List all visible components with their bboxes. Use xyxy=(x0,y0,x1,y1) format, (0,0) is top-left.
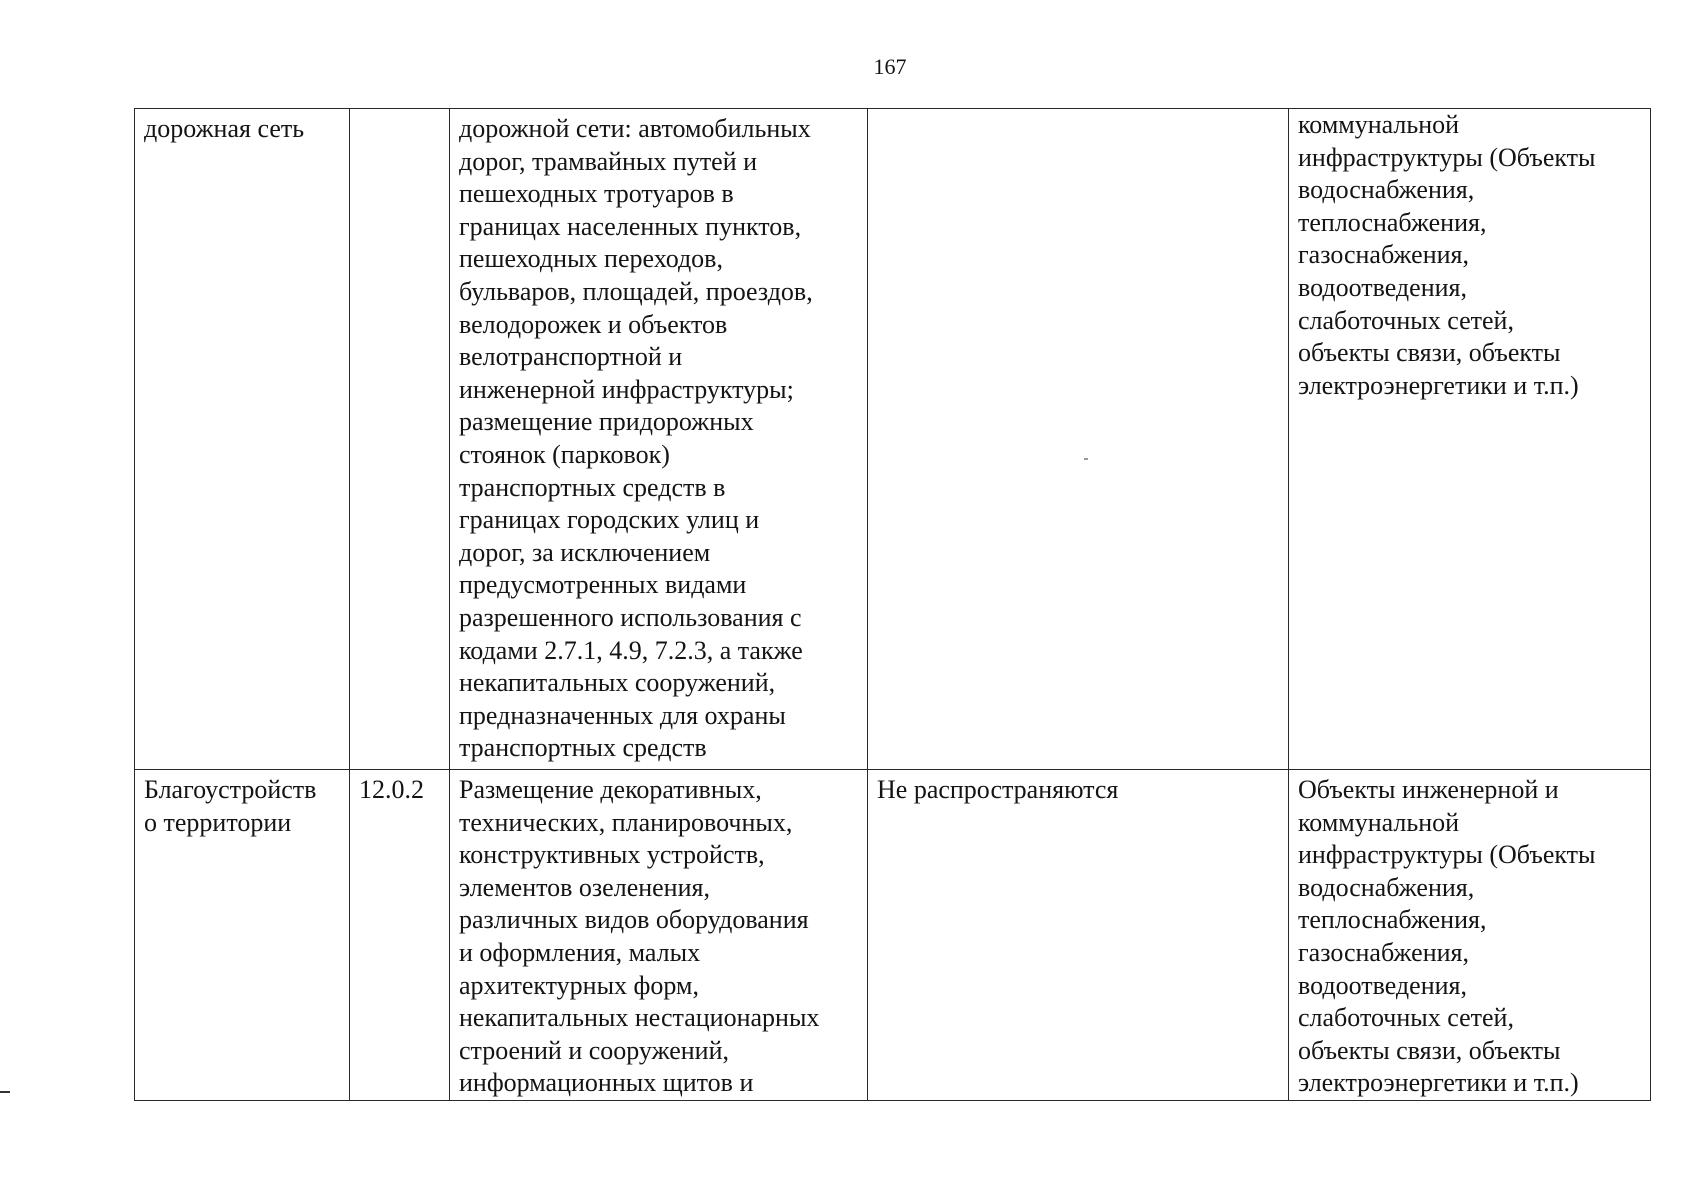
objects-line: теплоснабжения, xyxy=(1298,207,1487,237)
objects-line: водоотведения, xyxy=(1298,970,1467,1000)
description-line: конструктивных устройств, xyxy=(459,840,765,870)
description-line: строений и сооружений, xyxy=(459,1035,729,1065)
table-row xyxy=(135,109,1651,770)
objects-line: объекты связи, объекты xyxy=(1298,338,1561,368)
regulations-text: Не распространяются xyxy=(877,775,1119,804)
land-use-code: 12.0.2 xyxy=(359,775,424,804)
description-line: дорожной сети: автомобильных xyxy=(459,114,811,143)
objects-line: слаботочных сетей, xyxy=(1298,1003,1514,1033)
land-use-code-cell xyxy=(350,109,450,770)
objects-line: теплоснабжения, xyxy=(1298,905,1487,935)
objects-line: водоснабжения, xyxy=(1298,175,1475,205)
description-line: велотранспортной и xyxy=(459,342,683,372)
page-number: 167 xyxy=(873,54,907,79)
description-line: транспортных средств xyxy=(459,733,707,763)
objects-line: слаботочных сетей, xyxy=(1298,305,1514,335)
objects-line: газоснабжения, xyxy=(1298,937,1469,967)
objects-line: Объекты инженерной и xyxy=(1298,775,1559,804)
description-line: некапитальных сооружений, xyxy=(459,668,776,698)
land-use-table xyxy=(134,108,1651,1101)
land-use-code-cell xyxy=(350,770,450,1101)
objects-line: объекты связи, объекты xyxy=(1298,1035,1561,1065)
description-line: велодорожек и объектов xyxy=(459,309,728,339)
description-line: границах населенных пунктов, xyxy=(459,211,802,241)
description-line: Размещение декоративных, xyxy=(459,775,762,804)
description-line: информационных щитов и xyxy=(459,1068,754,1098)
land-use-description-cell xyxy=(450,109,868,770)
description-line: транспортных средств в xyxy=(459,472,726,502)
permitted-objects-cell xyxy=(1289,109,1651,770)
description-line: предусмотренных видами xyxy=(459,570,747,600)
description-line: инженерной инфраструктуры; xyxy=(459,374,794,404)
objects-line: коммунальной xyxy=(1298,807,1460,837)
description-line: предназначенных для охраны xyxy=(459,700,786,730)
description-line: архитектурных форм, xyxy=(459,970,699,1000)
description-line: различных видов оборудования xyxy=(459,905,809,935)
description-line: разрешенного использования с xyxy=(459,602,802,632)
table-row xyxy=(135,770,1651,1101)
description-line: стоянок (парковок) xyxy=(459,439,670,469)
description-line: границах городских улиц и xyxy=(459,505,760,535)
scan-speck xyxy=(1084,458,1088,460)
land-use-name-line: о территории xyxy=(144,807,292,837)
land-use-name: дорожная сеть xyxy=(144,114,305,143)
land-use-name-cell xyxy=(135,109,350,770)
regulations-cell xyxy=(868,109,1289,770)
description-line: дорог, за исключением xyxy=(459,537,711,567)
permitted-objects-cell xyxy=(1289,770,1651,1101)
objects-line: водоотведения, xyxy=(1298,272,1467,302)
description-line: некапитальных нестационарных xyxy=(459,1003,820,1033)
land-use-description-cell xyxy=(450,770,868,1101)
regulations-cell xyxy=(868,770,1289,1101)
land-use-name-cell xyxy=(135,770,350,1101)
description-line: технических, планировочных, xyxy=(459,807,793,837)
description-line: кодами 2.7.1, 4.9, 7.2.3, а также xyxy=(459,635,803,665)
objects-line: электроэнергетики и т.п.) xyxy=(1298,1068,1579,1098)
description-line: бульваров, площадей, проездов, xyxy=(459,276,813,306)
land-use-name-line: Благоустройств xyxy=(144,775,317,804)
objects-line: электроэнергетики и т.п.) xyxy=(1298,370,1579,400)
description-line: пешеходных переходов, xyxy=(459,244,723,274)
objects-line: инфраструктуры (Объекты xyxy=(1298,840,1596,870)
objects-line: коммунальной xyxy=(1298,110,1460,139)
description-line: дорог, трамвайных путей и xyxy=(459,146,758,176)
description-line: пешеходных тротуаров в xyxy=(459,179,734,209)
description-line: элементов озеленения, xyxy=(459,872,710,902)
margin-mark xyxy=(0,1091,10,1093)
description-line: и оформления, малых xyxy=(459,937,701,967)
objects-line: инфраструктуры (Объекты xyxy=(1298,142,1596,172)
description-line: размещение придорожных xyxy=(459,407,754,437)
objects-line: газоснабжения, xyxy=(1298,240,1469,270)
objects-line: водоснабжения, xyxy=(1298,872,1475,902)
